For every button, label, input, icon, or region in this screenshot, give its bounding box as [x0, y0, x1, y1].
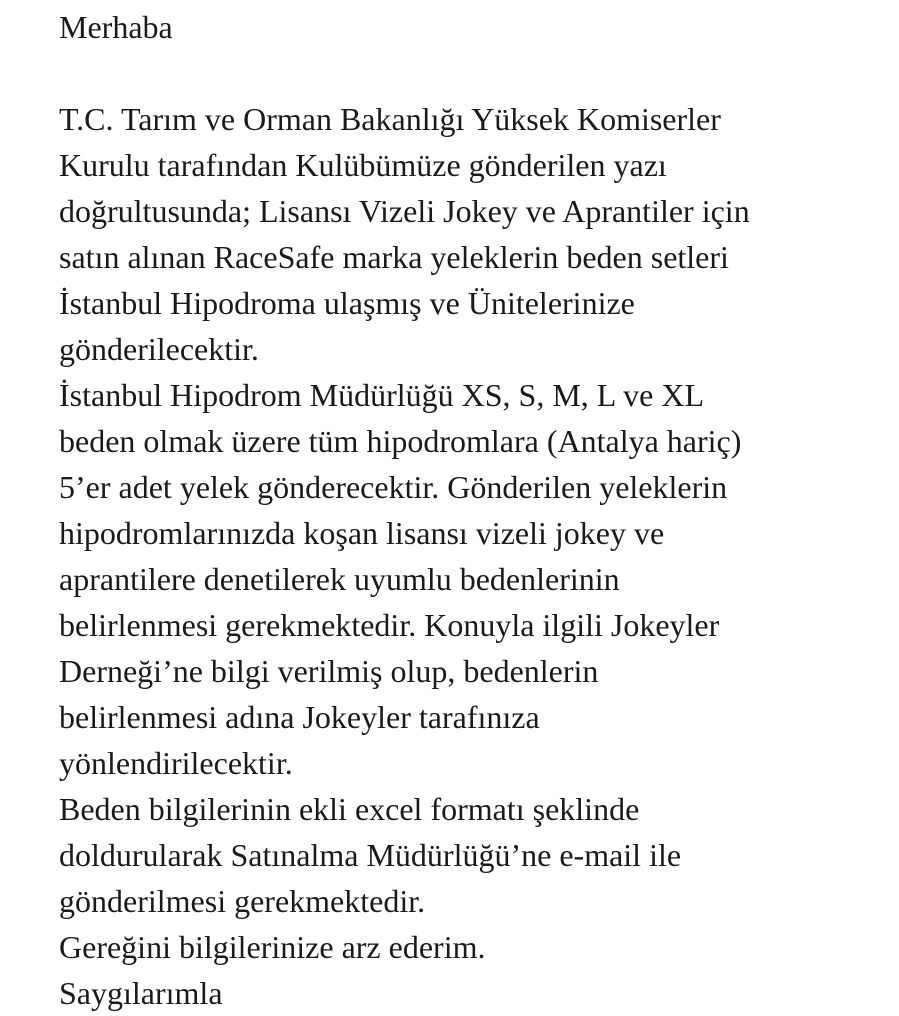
text-line: Derneği’ne bilgi verilmiş olup, bedenlerin	[59, 653, 599, 689]
text-line: yönlendirilecektir.	[59, 745, 293, 781]
text-line: Beden bilgilerinin ekli excel formatı şeklinde	[59, 791, 640, 827]
text-line: aprantilere denetilerek uyumlu bedenlerinin	[59, 561, 620, 597]
text-line: satın alınan RaceSafe marka yeleklerin beden setleri	[59, 239, 729, 275]
text-line: T.C. Tarım ve Orman Bakanlığı Yüksek Komiserler	[59, 101, 721, 137]
text-line: doldurularak Satınalma Müdürlüğü’ne e-mail ile	[59, 837, 682, 873]
text-line: Kurulu tarafından Kulübümüze gönderilen yazı	[59, 147, 667, 183]
text-line: Saygılarımla	[59, 975, 223, 1011]
text-line: beden olmak üzere tüm hipodromlara (Antalya hariç)	[59, 423, 742, 459]
text-line: İstanbul Hipodroma ulaşmış ve Ünitelerinize	[59, 285, 635, 321]
text-line: İstanbul Hipodrom Müdürlüğü XS, S, M, L ve XL	[59, 377, 705, 413]
blank-line	[59, 50, 879, 96]
text-line: hipodromlarınızda koşan lisansı vizeli jokey ve	[59, 515, 665, 551]
text-line: Gereğini bilgilerinize arz ederim.	[59, 929, 486, 965]
message-body	[59, 0, 879, 1016]
text-line: gönderilmesi gerekmektedir.	[59, 883, 426, 919]
text-line: belirlenmesi gerekmektedir. Konuyla ilgili Jokeyler	[59, 607, 720, 643]
text-line: gönderilecektir.	[59, 331, 259, 367]
text-line: belirlenmesi adına Jokeyler tarafınıza	[59, 699, 540, 735]
text-line: doğrultusunda; Lisansı Vizeli Jokey ve Aprantiler için	[59, 193, 750, 229]
text-line: 5’er adet yelek gönderecektir. Gönderilen yeleklerin	[59, 469, 728, 505]
greeting: Merhaba	[59, 9, 173, 45]
message-paragraphs	[59, 96, 879, 1016]
